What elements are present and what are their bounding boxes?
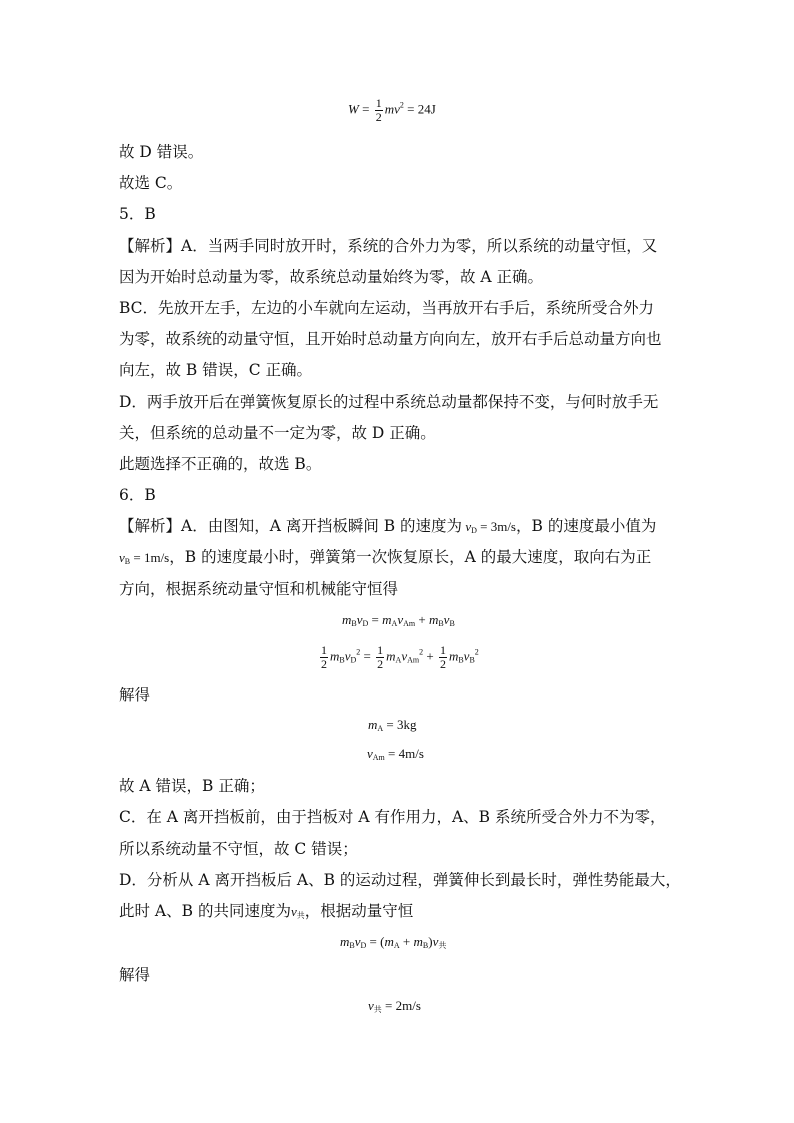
text-line: C．在 A 离开挡板前，由于挡板对 A 有作用力，A、B 系统所受合外力不为零， bbox=[119, 808, 666, 826]
text-line: 所以系统动量不守恒，故 C 错误； bbox=[119, 840, 358, 858]
text-line: 故 A 错误，B 正确； bbox=[119, 777, 265, 795]
text-line: 【解析】A．当两手同时放开时，系统的合外力为零，所以系统的动量守恒，又 bbox=[119, 237, 658, 255]
text-line-inline: 【解析】A．由图知，A 离开挡板瞬间 B 的速度为 $v_D = 3m/s$，B 的速度最小值为 bbox=[119, 517, 657, 535]
equation-energy: $\frac{1}{2}$ $m_Bv_D^2$ = $\frac{1}{2}$ $m_Av_{Am}^2$ + $\frac{1}{2}$ $m_Bv_B^2$ bbox=[321, 643, 479, 671]
text-line: 故选 C。 bbox=[119, 174, 183, 192]
text-line-inline: $v_B = 1m/s$，B 的速度最小时，弹簧第一次恢复原长，A 的最大速度，取向右为正 bbox=[119, 548, 652, 566]
equation-vam: $v_{Am} = 4m/s$ bbox=[367, 746, 424, 762]
equation-vgong: $v_共 = 2m/s$ bbox=[368, 998, 421, 1014]
text-line: BC．先放开左手，左边的小车就向左运动，当再放开右手后，系统所受合外力 bbox=[119, 299, 655, 317]
text-line: 为零，故系统的动量守恒，且开始时总动量方向向左，放开右手后总动量方向也 bbox=[119, 330, 662, 348]
equation-momentum-2: $m_Bv_D = (m_A + m_B)v_共$ bbox=[340, 934, 447, 950]
equation-momentum: $m_Bv_D = m_Av_{Am} + m_Bv_B$ bbox=[342, 612, 455, 628]
text-line: 方向，根据系统动量守恒和机械能守恒得 bbox=[119, 580, 399, 598]
text-line: 解得 bbox=[119, 966, 151, 984]
text-line: D．两手放开后在弹簧恢复原长的过程中系统总动量都保持不变，与何时放手无 bbox=[119, 393, 659, 411]
answer-label: 6．B bbox=[119, 486, 156, 504]
text-line: 故 D 错误。 bbox=[119, 143, 204, 161]
text-line: 因为开始时总动量为零，故系统总动量始终为零，故 A 正确。 bbox=[119, 268, 544, 286]
inline-vb: $v_B = 1m/s$ bbox=[119, 550, 170, 566]
inline-vgong: $v_共$ bbox=[290, 904, 305, 920]
equation-ma: $m_A = 3kg$ bbox=[368, 717, 417, 733]
equation-work: W = $\frac{1}{2}$ $mv^2 = 24J$ bbox=[348, 96, 436, 124]
inline-vd: $v_D = 3m/s$ bbox=[462, 519, 516, 535]
text-line-inline: 此时 A、B 的共同速度为$v_共$，根据动量守恒 bbox=[119, 902, 414, 920]
text-line: 此题选择不正确的，故选 B。 bbox=[119, 455, 322, 473]
text-line: D．分析从 A 离开挡板后 A、B 的运动过程，弹簧伸长到最长时，弹性势能最大， bbox=[119, 871, 681, 889]
answer-label: 5．B bbox=[119, 205, 156, 223]
text-line: 解得 bbox=[119, 686, 151, 704]
text-line: 关，但系统的总动量不一定为零，故 D 正确。 bbox=[119, 424, 436, 442]
text-line: 向左，故 B 错误，C 正确。 bbox=[119, 361, 313, 379]
